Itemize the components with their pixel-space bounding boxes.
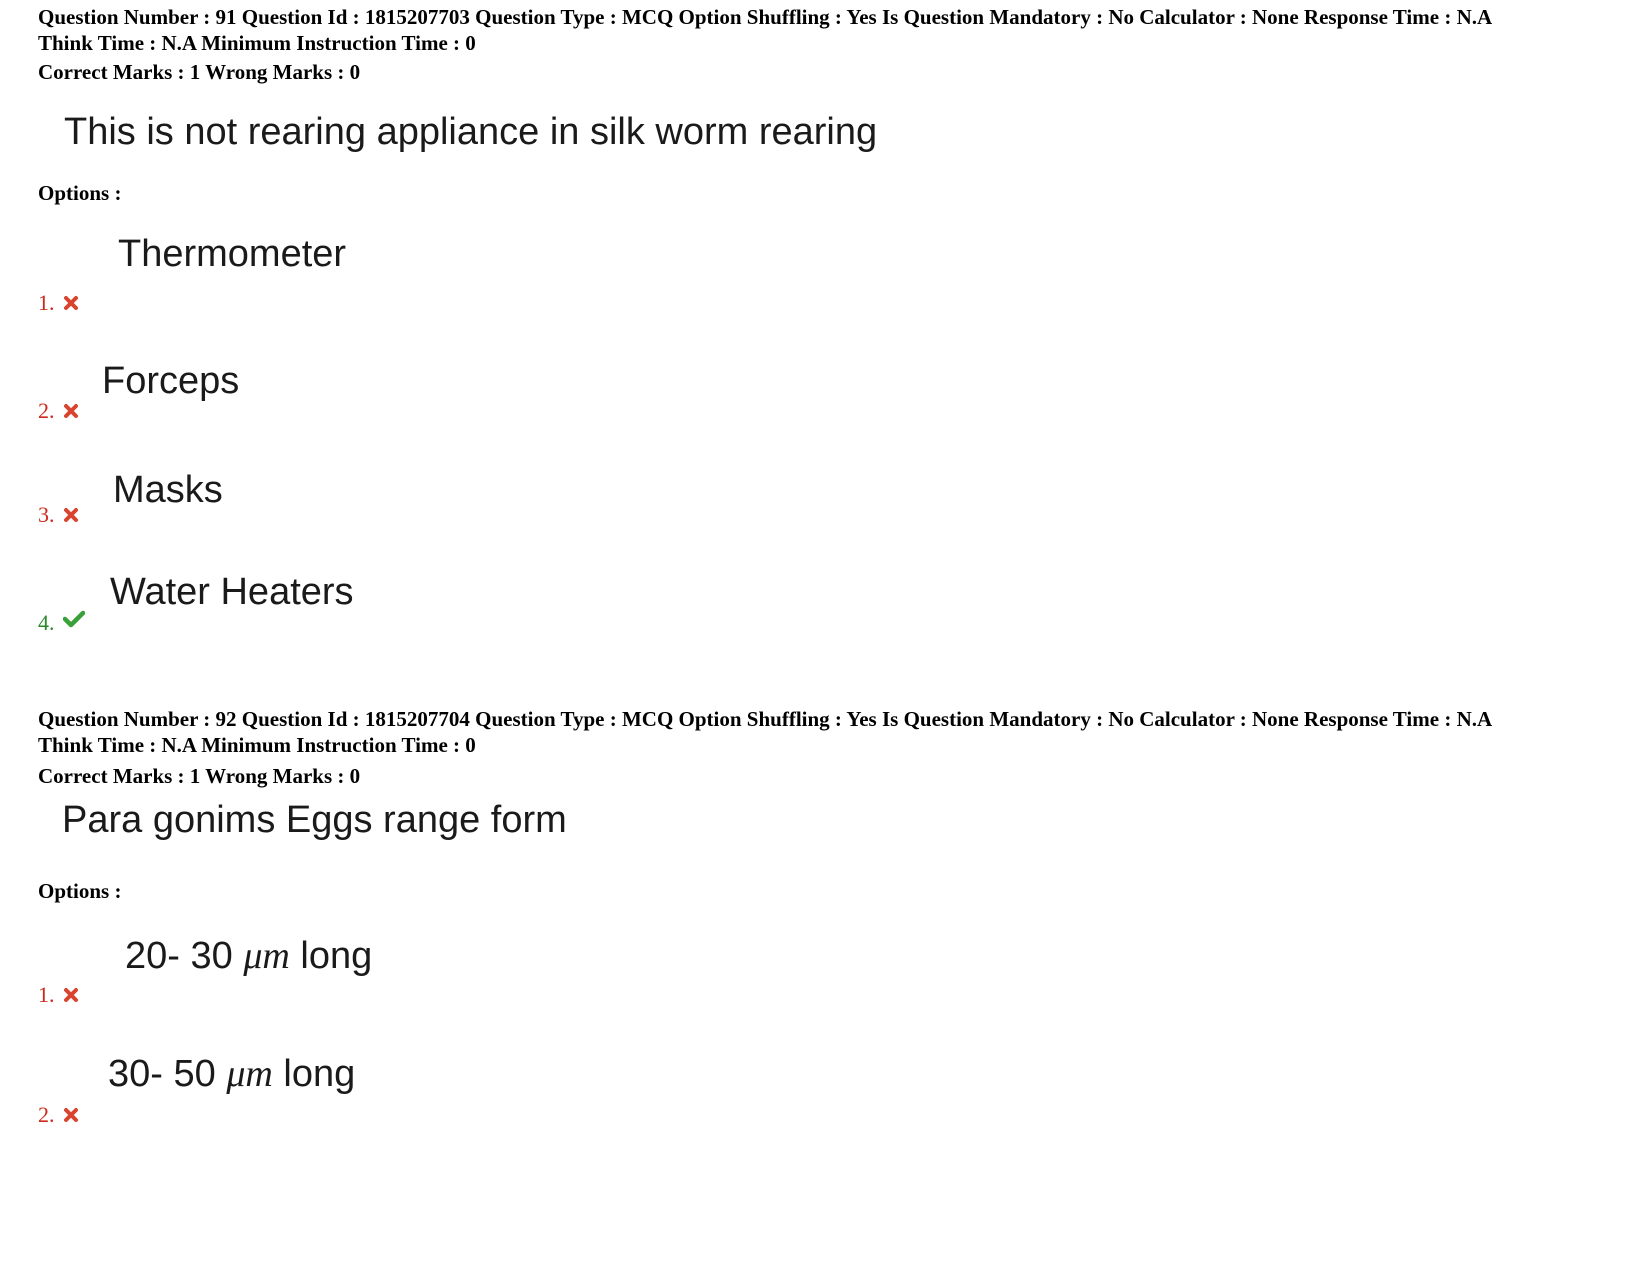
question-marks: Correct Marks : 1 Wrong Marks : 0: [38, 764, 361, 788]
cross-icon: [63, 987, 79, 1003]
option-number: [38, 290, 79, 316]
options-label: Options :: [38, 879, 122, 903]
option-suffix: long: [272, 1053, 356, 1095]
option-text: Thermometer: [118, 233, 347, 275]
question-meta-line2: Think Time : N.A Minimum Instruction Time : 0: [38, 31, 476, 55]
option-text: Masks: [113, 469, 223, 511]
option-number-label: 1.: [38, 982, 55, 1007]
option-number: [38, 398, 79, 424]
option-number: [38, 502, 79, 528]
option-number-label: 4.: [38, 610, 55, 635]
option-text: Forceps: [102, 360, 240, 402]
question-meta-line1: Question Number : 91 Question Id : 1815207703 Question Type : MCQ Option Shuffling : Yes Is Question Mandatory : No Calculator : None Response Time : N.A: [38, 5, 1493, 29]
option-text: Water Heaters: [110, 571, 354, 613]
option-unit: μm: [243, 935, 290, 977]
option-text: [108, 1052, 355, 1096]
cross-icon: [63, 403, 79, 419]
option-value: 20- 30: [125, 935, 244, 977]
option-unit: μm: [226, 1053, 273, 1095]
question-meta-line1: Question Number : 92 Question Id : 1815207704 Question Type : MCQ Option Shuffling : Yes Is Question Mandatory : No Calculator : None Response Time : N.A: [38, 707, 1493, 731]
option-number-label: 2.: [38, 1102, 55, 1127]
check-icon: [63, 610, 85, 628]
cross-icon: [63, 295, 79, 311]
option-number-label: 2.: [38, 398, 55, 423]
options-label: Options :: [38, 181, 122, 205]
question-meta-line2: Think Time : N.A Minimum Instruction Time : 0: [38, 733, 476, 757]
option-suffix: long: [289, 935, 373, 977]
cross-icon: [63, 1107, 79, 1123]
question-text: Para gonims Eggs range form: [62, 799, 567, 841]
option-number: [38, 610, 85, 636]
option-number-label: 3.: [38, 502, 55, 527]
question-marks: Correct Marks : 1 Wrong Marks : 0: [38, 60, 361, 84]
cross-icon: [63, 507, 79, 523]
option-value: 30- 50: [108, 1053, 227, 1095]
question-text: This is not rearing appliance in silk worm rearing: [64, 111, 878, 153]
option-text: [125, 934, 372, 978]
option-number: [38, 982, 79, 1008]
option-number-label: 1.: [38, 290, 55, 315]
option-number: [38, 1102, 79, 1128]
